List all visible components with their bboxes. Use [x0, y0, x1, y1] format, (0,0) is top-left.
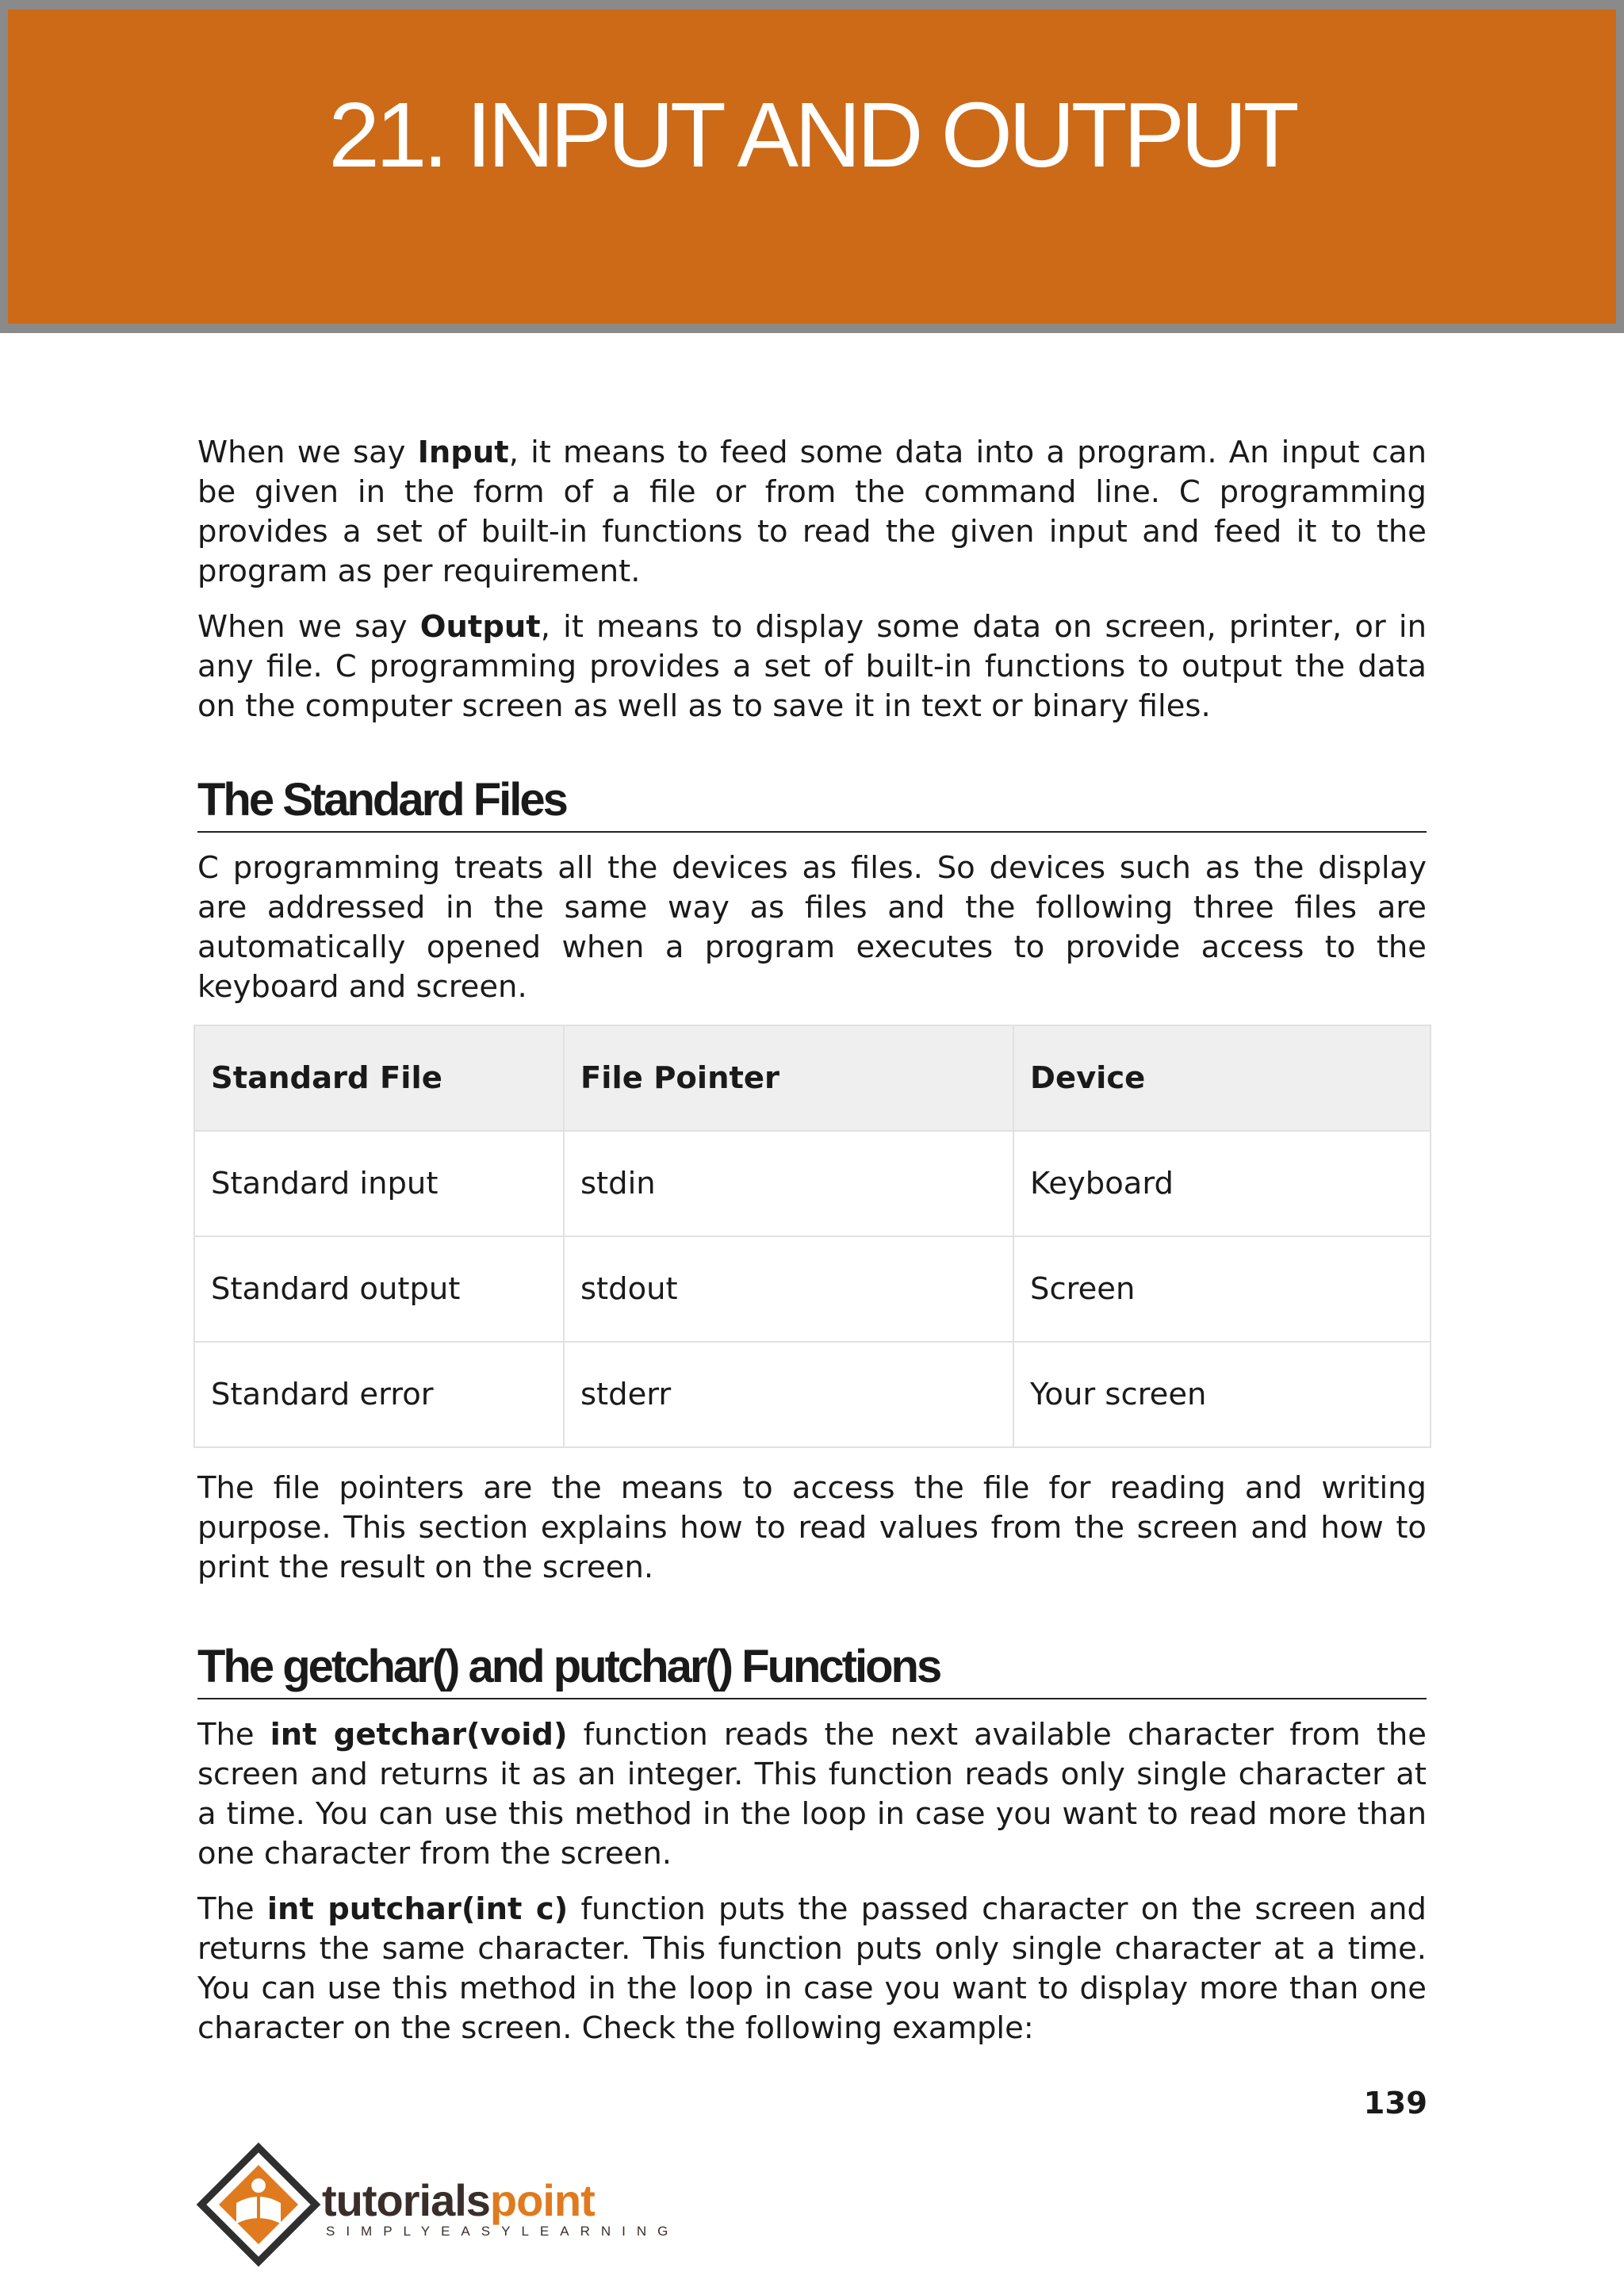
- table-header-cell: File Pointer: [564, 1025, 1013, 1131]
- table-cell: Screen: [1013, 1236, 1431, 1342]
- logo-tagline: SIMPLYEASYLEARNING: [326, 2224, 680, 2239]
- file-pointers-paragraph: The file pointers are the means to access the file for reading and writing purpose. This section explains how to read values from the screen and how to print the result on the screen.: [197, 1470, 1427, 1585]
- table-header-cell: Standard File: [194, 1025, 564, 1131]
- chapter-banner: [0, 0, 1624, 333]
- logo-diamond-icon: [195, 2141, 322, 2268]
- table-row: [194, 1131, 1431, 1236]
- getchar-paragraph: The int getchar(void) function reads the next available character from the screen and returns it as an integer. This function reads only single character at a time. You can use this method in the loop in case you want to read more than one character from the screen.: [197, 1717, 1427, 1872]
- tutorialspoint-logo: [195, 2141, 680, 2268]
- table-cell: stderr: [564, 1342, 1013, 1447]
- intro-paragraph-output: When we say Output, it means to display some data on screen, printer, or in any file. C programming provides a set of built-in functions to output the data on the computer screen as well as to save it in text or binary files.: [197, 609, 1427, 724]
- logo-wordmark: tutorialspoint: [322, 2175, 595, 2225]
- table-cell: stdout: [564, 1236, 1013, 1342]
- table-cell: Standard output: [194, 1236, 564, 1342]
- table-row: [194, 1342, 1431, 1447]
- page-number: 139: [1363, 2086, 1427, 2121]
- table-cell: stdin: [564, 1131, 1013, 1236]
- file-pointers-section: [197, 1469, 1427, 1588]
- getchar-putchar-section: [197, 1641, 1427, 2048]
- putchar-paragraph: The int putchar(int c) function puts the passed character on the screen and returns the same character. This function puts only single character at a time. You can use this method in the loop in case you want to display more than one character on the screen. Check the following example:: [197, 1891, 1427, 2046]
- table-header-row: [194, 1025, 1431, 1131]
- table-cell: Standard input: [194, 1131, 564, 1236]
- chapter-title: 21. INPUT AND OUTPUT: [328, 83, 1296, 186]
- intro-section: [197, 433, 1427, 726]
- standard-files-paragraph: C programming treats all the devices as files. So devices such as the display are addressed in the same way as files and the following three files are automatically opened when a program executes to provide access to the keyboard and screen.: [197, 850, 1427, 1005]
- getchar-putchar-heading: The getchar() and putchar() Functions: [197, 1644, 1427, 1699]
- chapter-banner-fill: [8, 10, 1616, 324]
- table-cell: Keyboard: [1013, 1131, 1431, 1236]
- intro-paragraph-input: When we say Input, it means to feed some data into a program. An input can be given in the form of a file or from the command line. C programming provides a set of built-in functions to read the given input and feed it to the program as per requirement.: [197, 435, 1427, 589]
- table-header-cell: Device: [1013, 1025, 1431, 1131]
- table-cell: Standard error: [194, 1342, 564, 1447]
- standard-files-table: [193, 1025, 1431, 1448]
- standard-files-section: [197, 774, 1427, 1007]
- table-cell: Your screen: [1013, 1342, 1431, 1447]
- standard-files-heading: The Standard Files: [197, 777, 1427, 833]
- table-row: [194, 1236, 1431, 1342]
